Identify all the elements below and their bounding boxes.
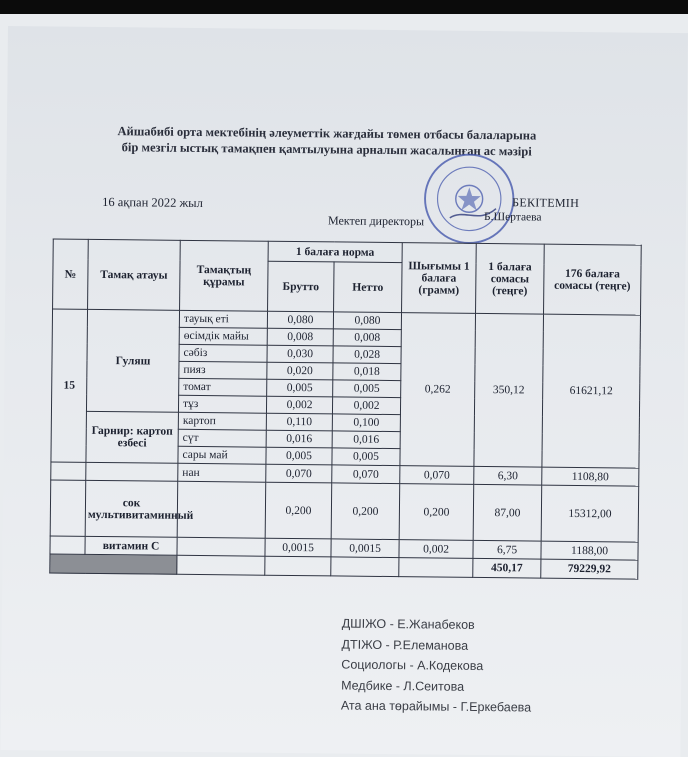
empty-cell xyxy=(51,462,86,480)
empty-cell xyxy=(331,557,399,577)
header-sum1: 1 балаға сомасы (теңге) xyxy=(476,243,545,314)
ingredient-netto: 0,002 xyxy=(332,397,400,415)
director-name: Б.Шертаева xyxy=(483,210,542,224)
ingredient-name: сүт xyxy=(178,429,266,447)
header-norm: 1 балаға норма xyxy=(268,241,402,262)
empty-cell xyxy=(177,537,265,556)
ingredient-netto: 0,005 xyxy=(332,448,400,466)
title-line-2: бір мезгіл ыстық тамақпен қамтылуына арналып жасалынған ас мәзірі xyxy=(121,140,532,159)
ingredient-netto: 0,028 xyxy=(333,346,401,364)
total-sum176: 79229,92 xyxy=(541,559,638,579)
bread-name: нан xyxy=(178,463,266,482)
top-bar xyxy=(0,0,688,14)
vitamin-brutto: 0,0015 xyxy=(265,538,331,557)
header-netto: Нетто xyxy=(334,262,403,313)
signature-line: Социологы - А.Кодекова xyxy=(341,657,484,674)
table-row-juice xyxy=(50,480,639,542)
ingredient-name: пияз xyxy=(179,361,267,379)
juice-output: 0,200 xyxy=(399,484,474,541)
ingredient-name: тұз xyxy=(178,395,266,413)
row-number: 15 xyxy=(51,309,88,462)
goulash-sum176: 61621,12 xyxy=(542,314,641,468)
ingredient-name: өсімдік майы xyxy=(179,327,267,345)
title-line-1: Айшабибі орта мектебінің әлеуметтік жағдайы төмен отбасы балаларына xyxy=(117,124,537,143)
bread-output: 0,070 xyxy=(400,466,474,485)
ingredient-netto: 0,018 xyxy=(333,363,401,381)
ingredient-name: сәбіз xyxy=(179,344,267,362)
vitamin-sum1: 6,75 xyxy=(473,540,541,559)
bread-sum1: 6,30 xyxy=(474,466,542,485)
vitamin-name: витамин С xyxy=(85,536,177,555)
dish-garnish: Гарнир: картоп езбесі xyxy=(86,411,179,463)
vitamin-netto: 0,0015 xyxy=(331,539,399,558)
ingredient-brutto: 0,020 xyxy=(267,362,333,380)
ingredient-netto: 0,080 xyxy=(333,312,401,330)
bread-netto: 0,070 xyxy=(332,465,400,484)
approve-label: БЕКІТЕМІН xyxy=(512,195,580,210)
juice-netto: 0,200 xyxy=(331,483,400,540)
header-sum176: 176 балаға сомасы (теңге) xyxy=(544,244,642,315)
ingredient-brutto: 0,016 xyxy=(266,430,332,448)
total-sum1: 450,17 xyxy=(473,558,541,578)
juice-sum176: 15312,00 xyxy=(541,485,639,542)
ingredient-name: картоп xyxy=(178,412,266,430)
signatures-block xyxy=(341,614,532,718)
ingredient-netto: 0,100 xyxy=(332,414,400,432)
ingredient-name: сары май xyxy=(178,446,266,464)
vitamin-output: 0,002 xyxy=(399,540,473,559)
ingredient-name: томат xyxy=(179,378,267,396)
empty-cell xyxy=(399,558,473,578)
signature-line: ДШІЖО - Е.Жанабеков xyxy=(341,616,475,632)
empty-cell xyxy=(265,556,331,576)
ingredient-netto: 0,008 xyxy=(333,329,401,347)
ingredient-name: тауық еті xyxy=(179,310,267,328)
juice-brutto: 0,200 xyxy=(265,482,332,539)
signature-line: Медбике - Л.Сеитова xyxy=(341,678,465,694)
header-dish: Тамақ атауы xyxy=(88,239,181,310)
signature-line: ДТІЖО - Р.Елеманова xyxy=(341,637,469,653)
ingredient-brutto: 0,002 xyxy=(266,396,332,414)
signature-line: Ата ана төрайымы - Г.Еркебаева xyxy=(340,698,532,715)
ingredient-netto: 0,016 xyxy=(332,431,400,449)
goulash-sum1: 350,12 xyxy=(474,313,544,467)
dish-goulash: Гуляш xyxy=(86,309,179,412)
ingredient-brutto: 0,110 xyxy=(266,413,332,431)
header-output: Шығымы 1 балаға (грамм) xyxy=(402,243,477,314)
director-label: Мектеп директоры xyxy=(327,213,425,229)
shaded-cell xyxy=(50,554,177,574)
header-composition: Тамақтың құрамы xyxy=(180,240,269,311)
empty-cell xyxy=(50,480,86,536)
ingredient-brutto: 0,080 xyxy=(267,311,333,329)
ingredient-brutto: 0,005 xyxy=(267,379,333,397)
goulash-output: 0,262 xyxy=(400,313,476,467)
header-brutto: Брутто xyxy=(268,261,335,312)
bread-brutto: 0,070 xyxy=(266,464,332,483)
document-date: 16 ақпан 2022 жыл xyxy=(102,194,203,211)
official-stamp xyxy=(421,150,518,247)
empty-cell xyxy=(177,555,265,575)
bread-sum176: 1108,80 xyxy=(542,467,639,486)
menu-table xyxy=(49,238,641,579)
juice-sum1: 87,00 xyxy=(473,484,542,541)
empty-cell xyxy=(86,462,178,481)
ingredient-brutto: 0,008 xyxy=(267,328,333,346)
juice-name: сок мультивитаминный xyxy=(85,480,178,537)
header-num: № xyxy=(53,239,89,309)
ingredient-netto: 0,005 xyxy=(333,380,401,398)
vitamin-sum176: 1188,00 xyxy=(541,541,638,560)
document-sheet xyxy=(0,26,688,757)
ingredient-brutto: 0,030 xyxy=(267,345,333,363)
ingredient-brutto: 0,005 xyxy=(266,447,332,465)
empty-cell xyxy=(50,536,85,554)
